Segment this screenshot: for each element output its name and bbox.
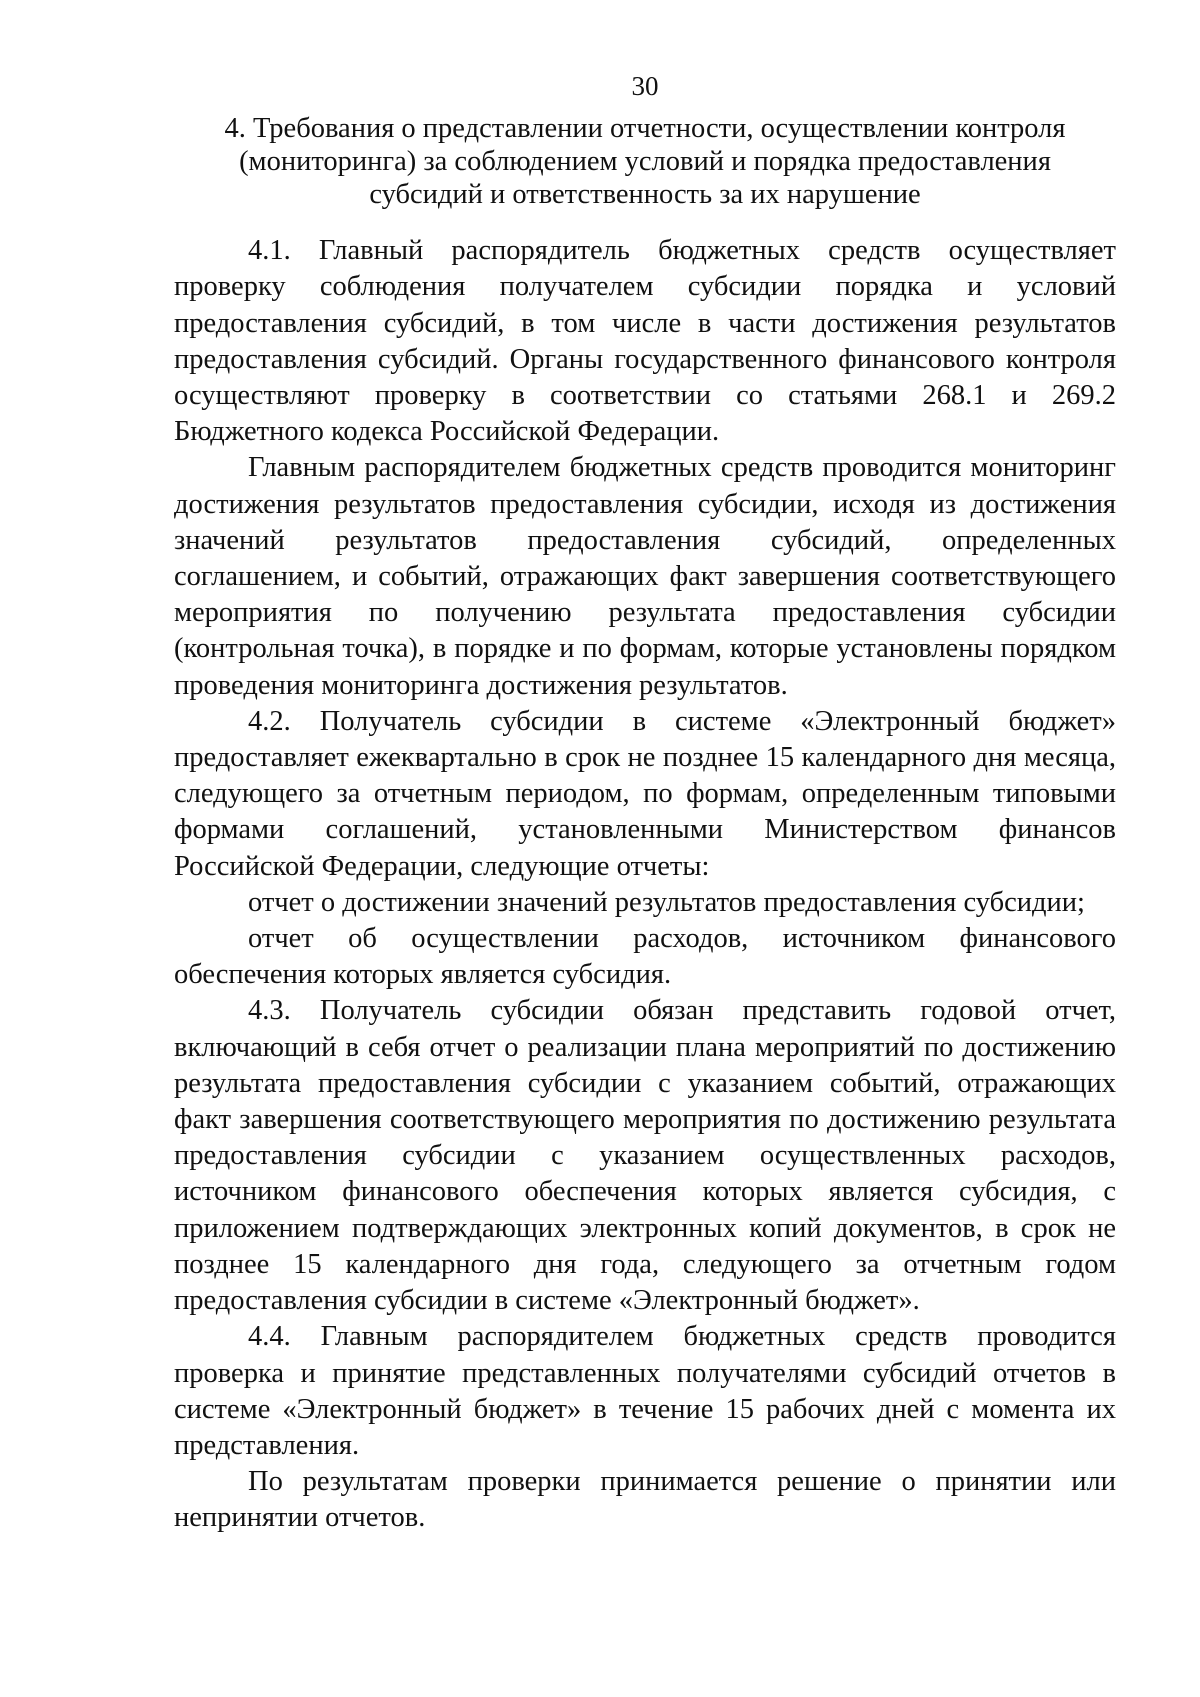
paragraph-4-4: 4.4. Главным распорядителем бюджетных средств проводится проверка и принятие представленных получателями субсидий отчетов в системе «Электронный бюджет» в течение 15 рабочих дней с момента их представления. (174, 1321, 1116, 1461)
document-page (174, 68, 1116, 1537)
paragraph-decision: По результатам проверки принимается решение о принятии или непринятии отчетов. (174, 1466, 1116, 1534)
section-title-line: (мониторинга) за соблюдением условий и порядка предоставления (239, 146, 1051, 178)
section-title-line: 4. Требования о представлении отчетности, осуществлении контроля (224, 113, 1066, 145)
section-title-line: субсидий и ответственность за их нарушение (369, 179, 921, 211)
paragraph-4-1: 4.1. Главный распорядитель бюджетных средств осуществляет проверку соблюдения получателем субсидии порядка и условий предоставления субсидий, в том числе в части достижения результатов предоставления субсидий. Органы государственного финансового контроля осуществляют проверку в соответствии со статьями 268.1 и 269.2 Бюджетного кодекса Российской Федерации. (174, 235, 1116, 448)
page-number: 30 (631, 71, 659, 101)
paragraph-4-2: 4.2. Получатель субсидии в системе «Электронный бюджет» предоставляет ежеквартально в срок не позднее 15 календарного дня месяца, следующего за отчетным периодом, по формам, определенным типовыми формами соглашений, установленными Министерством финансов Российской Федерации, следующие отчеты: (174, 705, 1116, 882)
section-title (195, 112, 1095, 211)
paragraph-report-1: отчет о достижении значений результатов предоставления субсидии; (248, 886, 1085, 918)
paragraph-4-3: 4.3. Получатель субсидии обязан представить годовой отчет, включающий в себя отчет о реализации плана мероприятий по достижению результата предоставления субсидии с указанием событий, отражающих факт завершения соответствующего мероприятия по достижению результата предоставления субсидии с указанием осуществленных расходов, источником финансового обеспечения которых является субсидия, с приложением подтверждающих электронных копий документов, в срок не позднее 15 календарного дня года, следующего за отчетным годом предоставления субсидии в системе «Электронный бюджет». (174, 995, 1116, 1317)
paragraph-report-2: отчет об осуществлении расходов, источником финансового обеспечения которых является субсидия. (174, 923, 1116, 991)
paragraph-monitoring: Главным распорядителем бюджетных средств проводится мониторинг достижения результатов предоставления субсидии, исходя из достижения значений результатов предоставления субсидий, определенных соглашением, и событий, отражающих факт завершения соответствующего мероприятия по получению результата предоставления субсидии (контрольная точка), в порядке и по формам, которые установлены порядком проведения мониторинга достижения результатов. (174, 452, 1116, 701)
